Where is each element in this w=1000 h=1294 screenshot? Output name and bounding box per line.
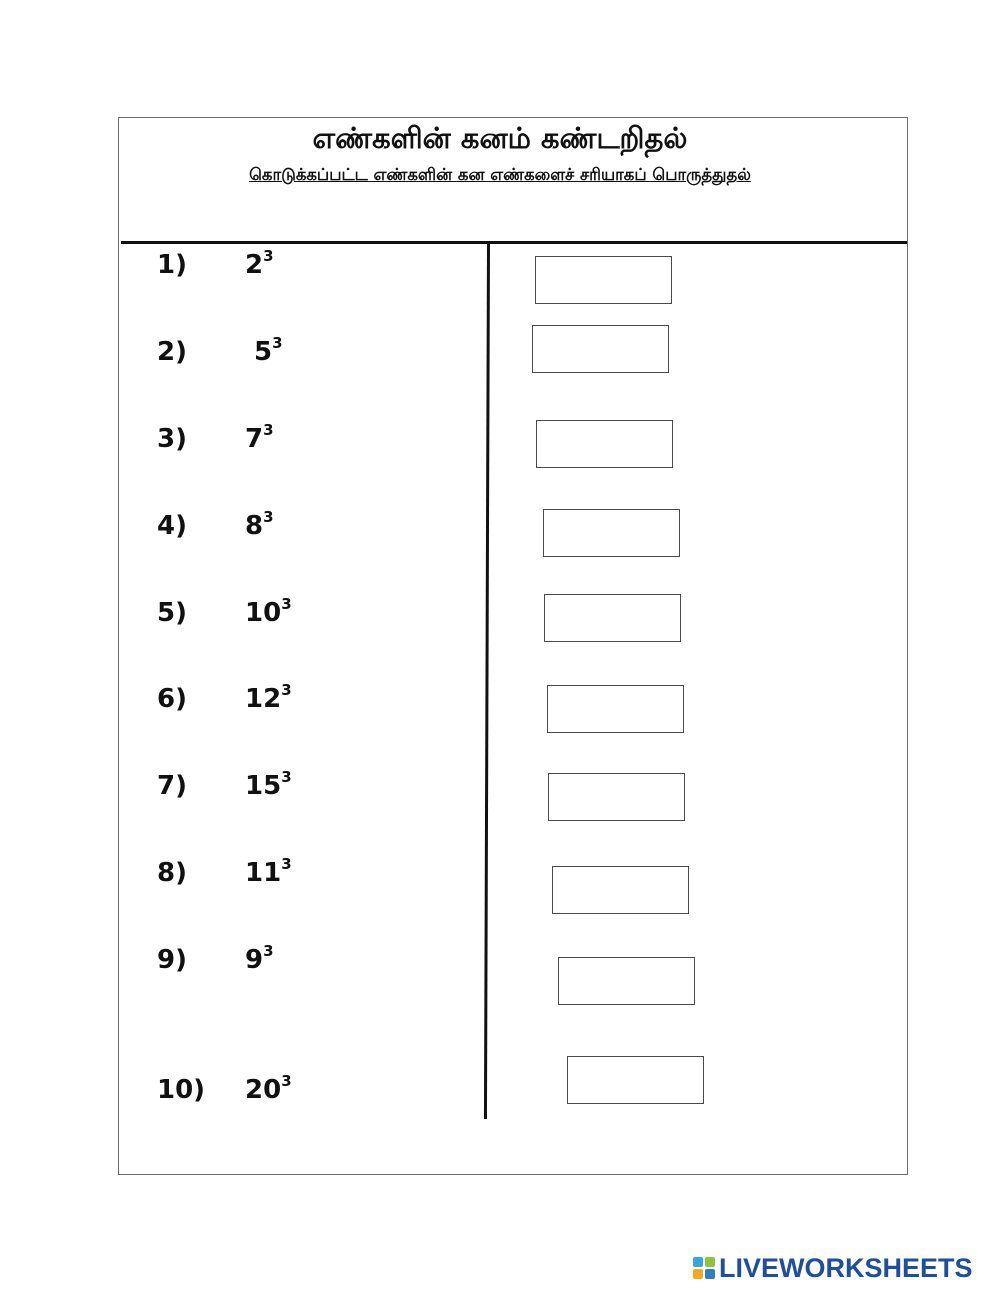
item-number: 5) xyxy=(157,598,187,628)
item-expression xyxy=(245,421,274,454)
item-base: 12 xyxy=(245,684,282,714)
brand-name: LIVEWORKSHEETS xyxy=(719,1252,973,1283)
item-expression xyxy=(245,768,292,801)
item-expression xyxy=(254,334,283,367)
item-expression xyxy=(245,942,274,975)
item-exponent: 3 xyxy=(272,334,283,353)
item-exponent: 3 xyxy=(281,681,292,700)
item-expression xyxy=(245,1072,292,1105)
item-base: 7 xyxy=(245,424,264,454)
worksheet-title: எண்களின் கனம் கண்டறிதல் xyxy=(312,121,688,155)
item-expression xyxy=(245,595,292,628)
item-number: 4) xyxy=(157,511,187,541)
item-base: 11 xyxy=(245,858,282,888)
item-expression xyxy=(245,247,274,280)
item-base: 9 xyxy=(245,945,264,975)
answer-box-5[interactable] xyxy=(544,594,681,642)
answer-box-3[interactable] xyxy=(536,420,673,468)
item-base: 15 xyxy=(245,771,282,801)
item-number: 10) xyxy=(157,1075,206,1105)
item-exponent: 3 xyxy=(263,942,274,961)
item-expression xyxy=(245,681,292,714)
answer-box-8[interactable] xyxy=(552,866,689,914)
answer-box-2[interactable] xyxy=(532,325,669,373)
item-number: 7) xyxy=(157,771,187,801)
item-number: 6) xyxy=(157,684,187,714)
answer-box-4[interactable] xyxy=(543,509,680,557)
answer-box-9[interactable] xyxy=(558,957,695,1005)
liveworksheets-logo-icon xyxy=(693,1257,716,1280)
item-exponent: 3 xyxy=(281,768,292,787)
item-exponent: 3 xyxy=(263,421,274,440)
answer-box-10[interactable] xyxy=(567,1056,704,1104)
item-number: 3) xyxy=(157,424,187,454)
item-exponent: 3 xyxy=(281,1072,292,1091)
item-number: 8) xyxy=(157,858,187,888)
item-base: 2 xyxy=(245,250,264,280)
answer-box-7[interactable] xyxy=(548,773,685,821)
item-base: 8 xyxy=(245,511,264,541)
item-number: 2) xyxy=(157,337,187,367)
worksheet-instruction: கொடுக்கப்பட்ட எண்களின் கன எண்களைச் சரியாகப் பொருத்துதல் xyxy=(249,165,751,184)
item-exponent: 3 xyxy=(281,595,292,614)
item-base: 5 xyxy=(254,337,273,367)
answer-box-6[interactable] xyxy=(547,685,684,733)
item-number: 9) xyxy=(157,945,187,975)
item-base: 10 xyxy=(245,598,282,628)
item-expression xyxy=(245,508,274,541)
item-base: 20 xyxy=(245,1075,282,1105)
header-divider xyxy=(121,241,907,244)
item-expression xyxy=(245,855,292,888)
answer-box-1[interactable] xyxy=(535,256,672,304)
item-exponent: 3 xyxy=(281,855,292,874)
item-exponent: 3 xyxy=(263,247,274,266)
worksheet-frame xyxy=(118,117,908,1175)
liveworksheets-brand[interactable] xyxy=(693,1252,973,1284)
item-exponent: 3 xyxy=(263,508,274,527)
item-number: 1) xyxy=(157,250,187,280)
